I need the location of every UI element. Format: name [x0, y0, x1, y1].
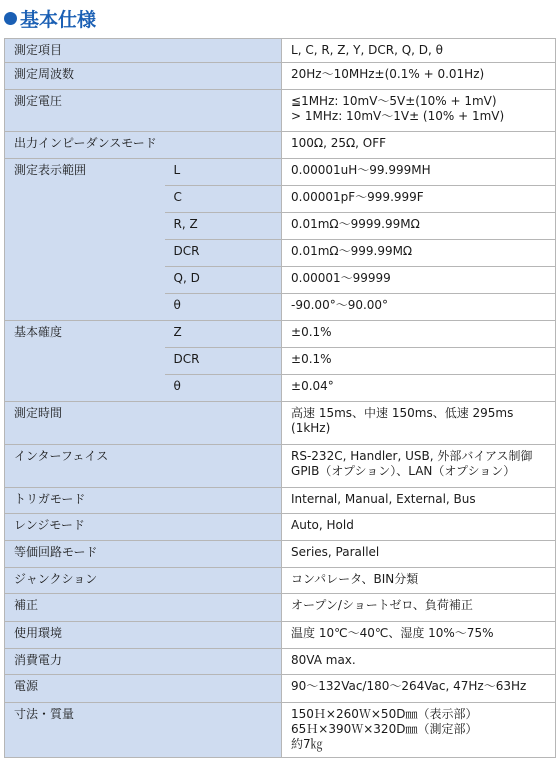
spec-key: 出力インピーダンスモード: [5, 132, 282, 159]
spec-row: [5, 594, 556, 622]
spec-value: 0.00001〜99999: [282, 267, 556, 294]
spec-value: [282, 703, 556, 758]
spec-value-line: 100Ω, 25Ω, OFF: [291, 136, 387, 150]
spec-key: 電源: [5, 675, 282, 703]
spec-value: ±0.1%: [282, 348, 556, 375]
spec-key: 測定表示範囲: [5, 159, 165, 321]
spec-value-line: Internal, Manual, External, Bus: [291, 492, 476, 506]
bullet-dot-icon: [4, 12, 17, 25]
spec-row: [5, 402, 556, 445]
section-title: [4, 4, 96, 32]
spec-subkey: DCR: [165, 348, 282, 375]
spec-value-line: 90〜132Vac/180〜264Vac, 47Hz〜63Hz: [291, 679, 527, 693]
spec-key: 測定時間: [5, 402, 282, 445]
spec-value-line: L, C, R, Z, Y, DCR, Q, D, θ: [291, 43, 443, 57]
spec-value-line: 65Ｈ×390Ｗ×320D㎜（測定部）: [291, 722, 478, 736]
spec-subkey: C: [165, 186, 282, 213]
spec-value-line: RS-232C, Handler, USB, 外部バイアス制御: [291, 449, 533, 463]
spec-value: [282, 39, 556, 63]
spec-value-line: 80VA max.: [291, 653, 356, 667]
spec-value: -90.00°〜90.00°: [282, 294, 556, 321]
spec-row: [5, 39, 556, 63]
spec-value-line: オープン/ショートゼロ、負荷補正: [291, 598, 473, 612]
spec-value: [282, 63, 556, 90]
spec-value: [282, 402, 556, 445]
spec-key: 基本確度: [5, 321, 165, 402]
spec-row: [5, 541, 556, 568]
spec-row: [5, 488, 556, 514]
spec-key: トリガモード: [5, 488, 282, 514]
spec-key: 使用環境: [5, 622, 282, 649]
spec-row: [5, 649, 556, 675]
spec-key: ジャンクション: [5, 568, 282, 594]
spec-value: [282, 541, 556, 568]
spec-row: [5, 568, 556, 594]
spec-value: [282, 675, 556, 703]
spec-row: [5, 703, 556, 758]
spec-value-line: 温度 10℃〜40℃、湿度 10%〜75%: [291, 626, 494, 640]
spec-value-line: > 1MHz: 10mV〜1V± (10% + 1mV): [291, 109, 505, 123]
spec-row: [5, 90, 556, 132]
spec-value: [282, 594, 556, 622]
spec-row: [5, 159, 556, 186]
spec-row: [5, 321, 556, 348]
spec-value-line: 20Hz〜10MHz±(0.1% + 0.01Hz): [291, 67, 485, 81]
spec-subkey: Q, D: [165, 267, 282, 294]
spec-table: [4, 38, 556, 758]
spec-value-line: GPIB（オプション）、LAN（オプション）: [291, 464, 516, 478]
spec-row: [5, 514, 556, 541]
spec-value: [282, 622, 556, 649]
spec-value: [282, 514, 556, 541]
spec-value-line: (1kHz): [291, 421, 331, 435]
spec-key: 等価回路モード: [5, 541, 282, 568]
spec-subkey: θ: [165, 375, 282, 402]
spec-subkey: DCR: [165, 240, 282, 267]
spec-key: 測定項目: [5, 39, 282, 63]
spec-key: レンジモード: [5, 514, 282, 541]
spec-value: [282, 90, 556, 132]
spec-subkey: θ: [165, 294, 282, 321]
spec-value: ±0.04°: [282, 375, 556, 402]
spec-subkey: R, Z: [165, 213, 282, 240]
spec-key: 補正: [5, 594, 282, 622]
spec-row: [5, 622, 556, 649]
spec-value-line: Auto, Hold: [291, 518, 354, 532]
spec-table-body: [5, 39, 556, 758]
spec-value: [282, 568, 556, 594]
spec-subkey: L: [165, 159, 282, 186]
spec-value: ±0.1%: [282, 321, 556, 348]
spec-value-line: 高速 15ms、中速 150ms、低速 295ms: [291, 406, 514, 420]
spec-value-line: ≦1MHz: 10mV〜5V±(10% + 1mV): [291, 94, 497, 108]
spec-key: インターフェイス: [5, 445, 282, 488]
spec-value: [282, 488, 556, 514]
section-title-text: 基本仕様: [20, 8, 97, 31]
spec-value-line: Series, Parallel: [291, 545, 380, 559]
spec-key: 測定電圧: [5, 90, 282, 132]
spec-value: [282, 649, 556, 675]
spec-value-line: コンパレータ、BIN分類: [291, 572, 419, 586]
spec-value: 0.01mΩ〜999.99MΩ: [282, 240, 556, 267]
spec-value: [282, 132, 556, 159]
spec-value: 0.00001pF〜999.999F: [282, 186, 556, 213]
spec-subkey: Z: [165, 321, 282, 348]
spec-row: [5, 132, 556, 159]
spec-key: 測定周波数: [5, 63, 282, 90]
spec-key: 消費電力: [5, 649, 282, 675]
spec-row: [5, 445, 556, 488]
spec-row: [5, 675, 556, 703]
spec-value-line: 150Ｈ×260Ｗ×50D㎜（表示部）: [291, 707, 478, 721]
spec-key: 寸法・質量: [5, 703, 282, 758]
spec-value: 0.00001uH〜99.999MH: [282, 159, 556, 186]
spec-value: 0.01mΩ〜9999.99MΩ: [282, 213, 556, 240]
spec-row: [5, 63, 556, 90]
spec-value-line: 約7㎏: [291, 737, 323, 751]
spec-value: [282, 445, 556, 488]
